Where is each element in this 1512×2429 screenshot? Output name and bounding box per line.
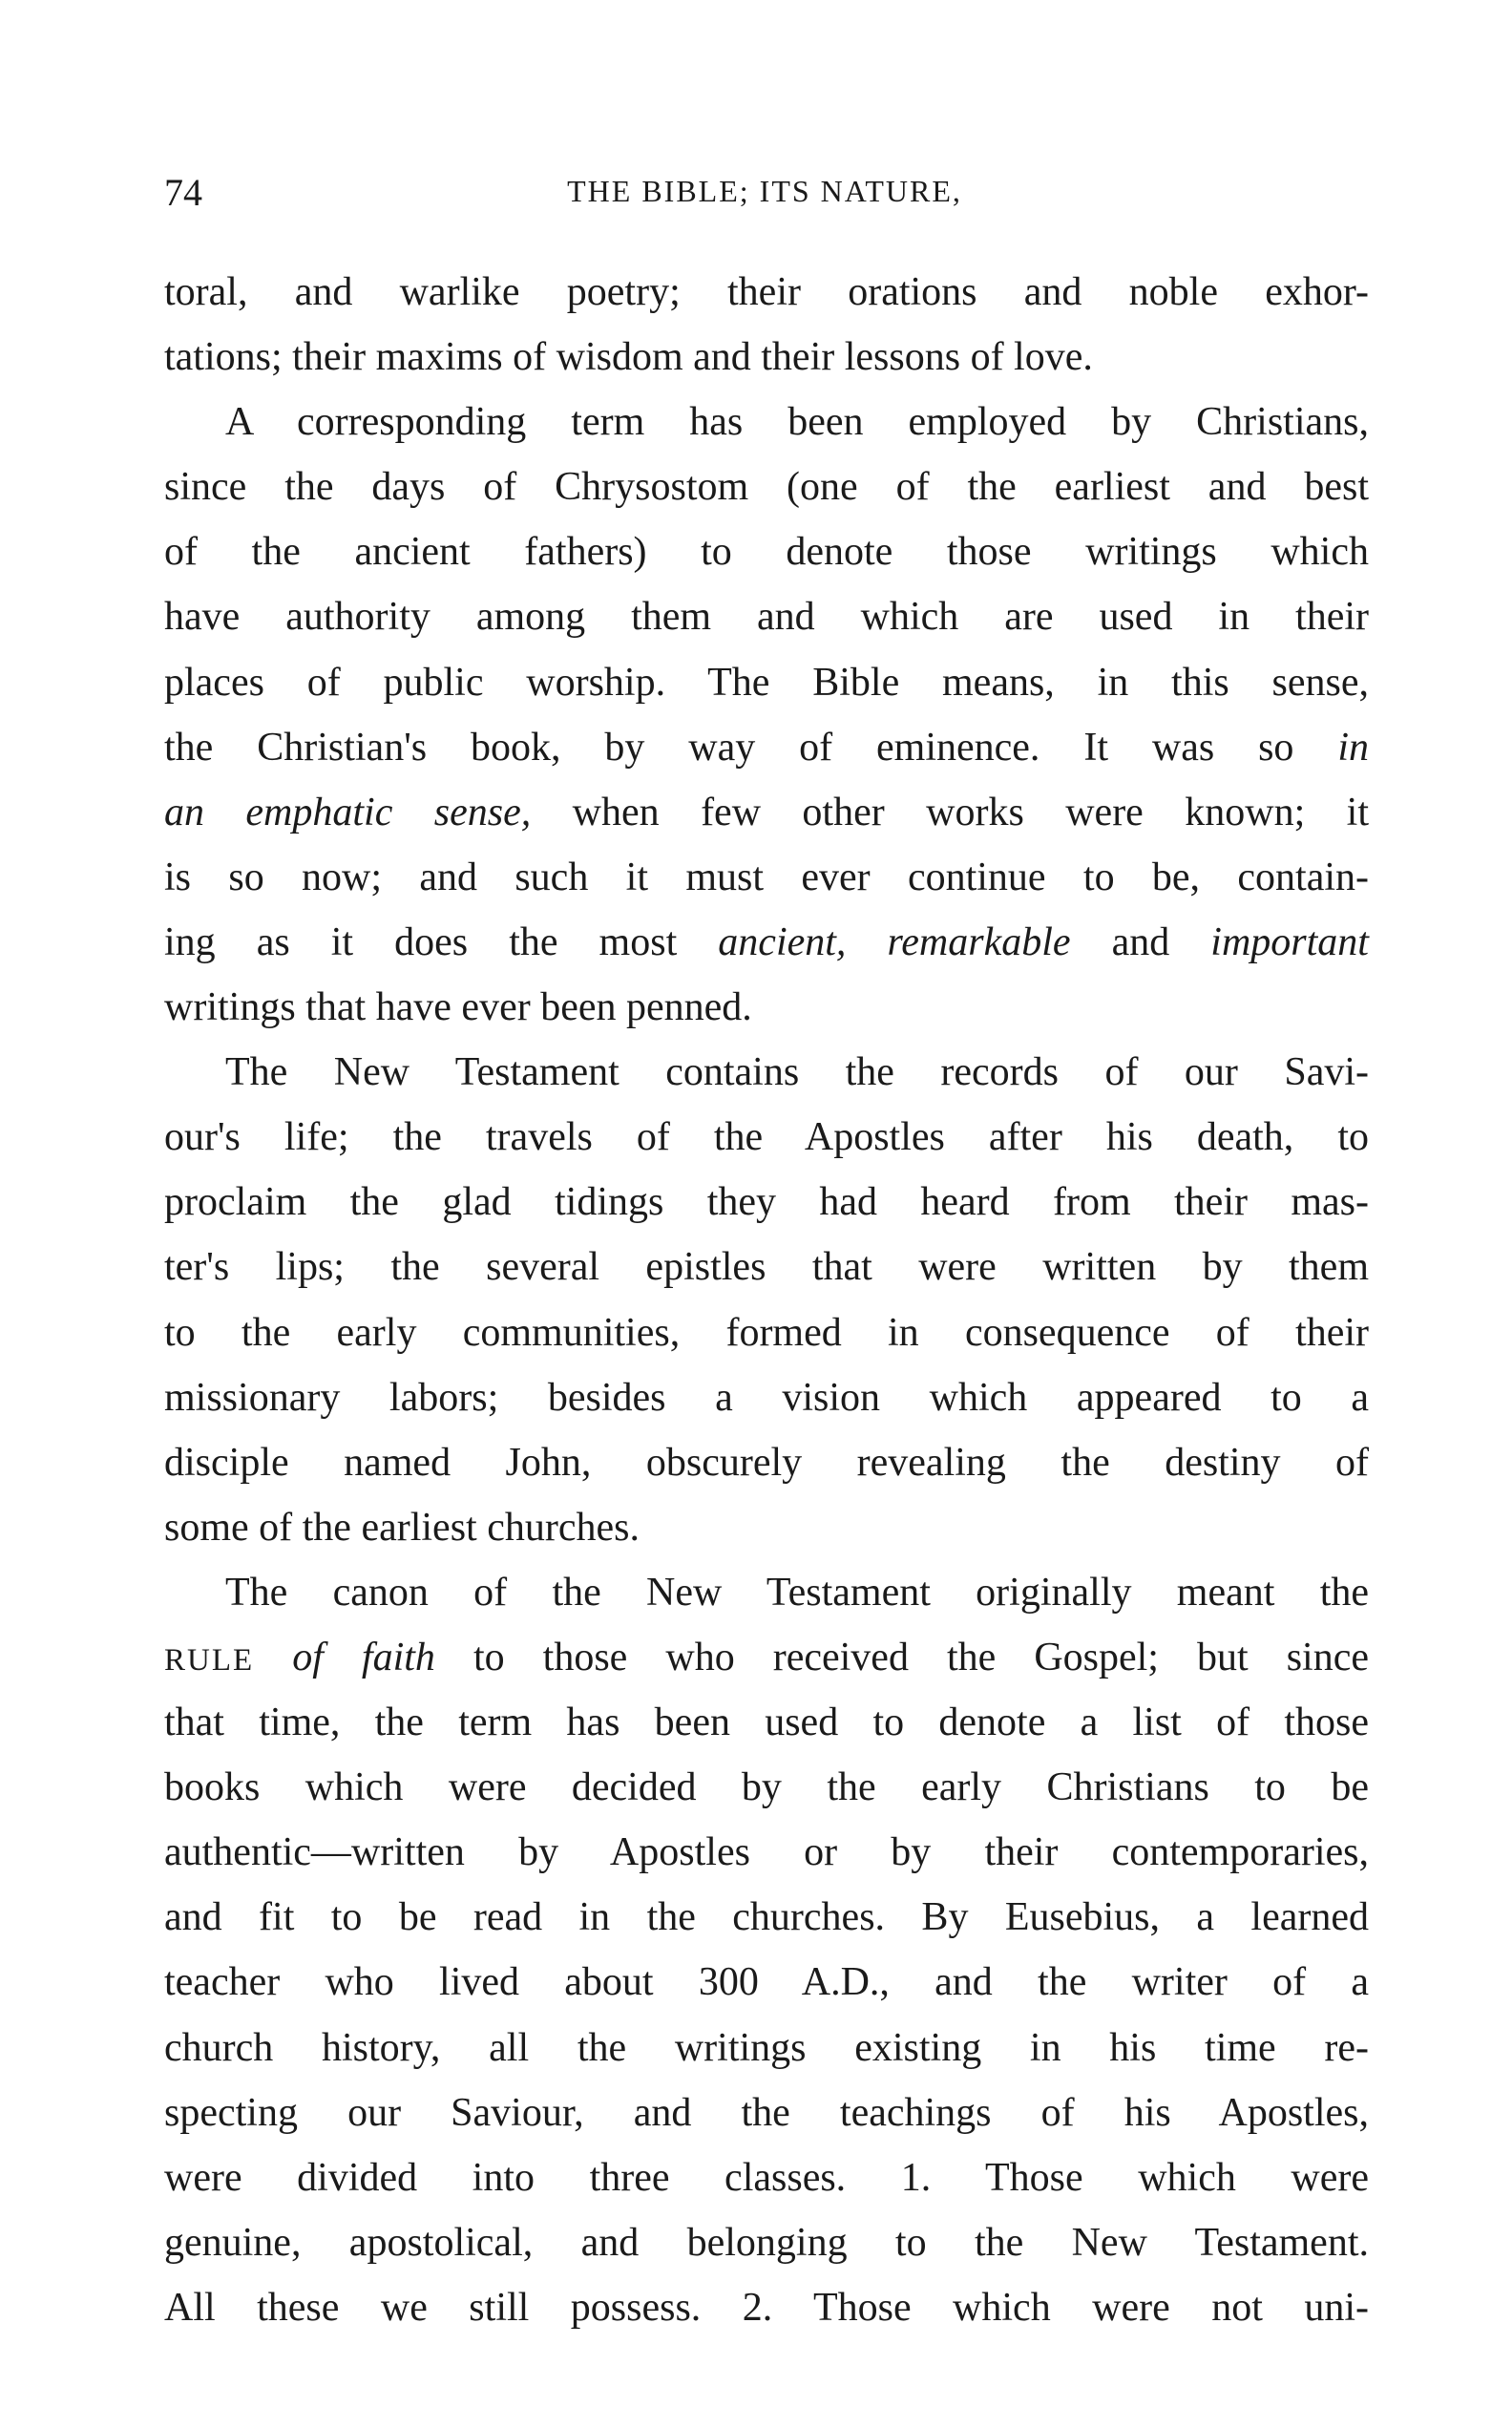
text-line: our's life; the travels of the Apostles after his death, to [164, 1115, 1369, 1160]
small-caps-text: RULE [164, 1642, 255, 1678]
text-line: All these we still possess. 2. Those which were not uni- [164, 2285, 1369, 2330]
text-line: is so now; and such it must ever continue to be, contain- [164, 855, 1369, 899]
text-line: books which were decided by the early Christians to be [164, 1765, 1369, 1810]
text-line: writings that have ever been penned. [164, 985, 752, 1030]
text-line: places of public worship. The Bible means, in this sense, [164, 660, 1369, 705]
text-line: of the ancient fathers) to denote those writings which [164, 530, 1369, 575]
text-line: The canon of the New Testament originally meant the [225, 1570, 1369, 1615]
text-line: teacher who lived about 300 A.D., and the writer of a [164, 1960, 1369, 2005]
text-line-part: when few other works were known; it [531, 790, 1369, 834]
running-title: THE BIBLE; ITS NATURE, [567, 174, 962, 208]
text-line: tations; their maxims of wisdom and their lessons of love. [164, 335, 1093, 380]
text-line-with-italic [164, 780, 1369, 845]
text-line-part: ing as it does the most [164, 919, 719, 964]
italic-text: ancient, [718, 919, 847, 964]
text-line: proclaim the glad tidings they had heard from their mas- [164, 1180, 1369, 1225]
text-line-part [846, 920, 887, 964]
text-line-part: the Christian's book, by way of eminence. [164, 725, 1084, 770]
text-line: church history, all the writings existing in his time re- [164, 2025, 1369, 2070]
text-line-with-italic [164, 715, 1369, 780]
text-line-part: It was so [1083, 725, 1338, 770]
text-line-part: to those who received the Gospel; but since [434, 1635, 1370, 1679]
text-line: missionary labors; besides a vision which appeared to a [164, 1375, 1369, 1420]
text-line: that time, the term has been used to denote a list of those [164, 1700, 1369, 1745]
text-line: some of the earliest churches. [164, 1505, 640, 1550]
text-line-with-italic [164, 1625, 1369, 1690]
body-text [164, 260, 1369, 2340]
italic-text: an emphatic sense, [164, 790, 532, 834]
text-line: have authority among them and which are used in their [164, 595, 1369, 640]
italic-text: of faith [292, 1635, 435, 1679]
text-line: authentic—written by Apostles or by their contemporaries, [164, 1830, 1369, 1875]
page-number: 74 [164, 171, 202, 214]
italic-text: important [1210, 919, 1369, 964]
text-line: genuine, apostolical, and belonging to the New Testament. [164, 2220, 1369, 2265]
text-line: since the days of Chrysostom (one of the earliest and best [164, 465, 1369, 510]
text-line-with-italic [164, 910, 1369, 975]
text-line: The New Testament contains the records of our Savi- [225, 1050, 1369, 1095]
text-line: to the early communities, formed in consequence of their [164, 1310, 1369, 1355]
text-line: A corresponding term has been employed by Christians, [225, 400, 1369, 445]
running-head [164, 170, 1365, 212]
italic-text: remarkable [887, 919, 1071, 964]
text-line: toral, and warlike poetry; their orations and noble exhor- [164, 270, 1369, 314]
text-line-part: and [1070, 919, 1211, 964]
text-line: disciple named John, obscurely revealing the destiny of [164, 1440, 1369, 1485]
text-line: were divided into three classes. 1. Those which were [164, 2155, 1369, 2200]
text-line: specting our Saviour, and the teachings of his Apostles, [164, 2090, 1369, 2135]
text-line: ter's lips; the several epistles that were written by them [164, 1245, 1369, 1290]
text-line: and fit to be read in the churches. By Eusebius, a learned [164, 1895, 1369, 1940]
italic-text: in [1337, 725, 1369, 770]
